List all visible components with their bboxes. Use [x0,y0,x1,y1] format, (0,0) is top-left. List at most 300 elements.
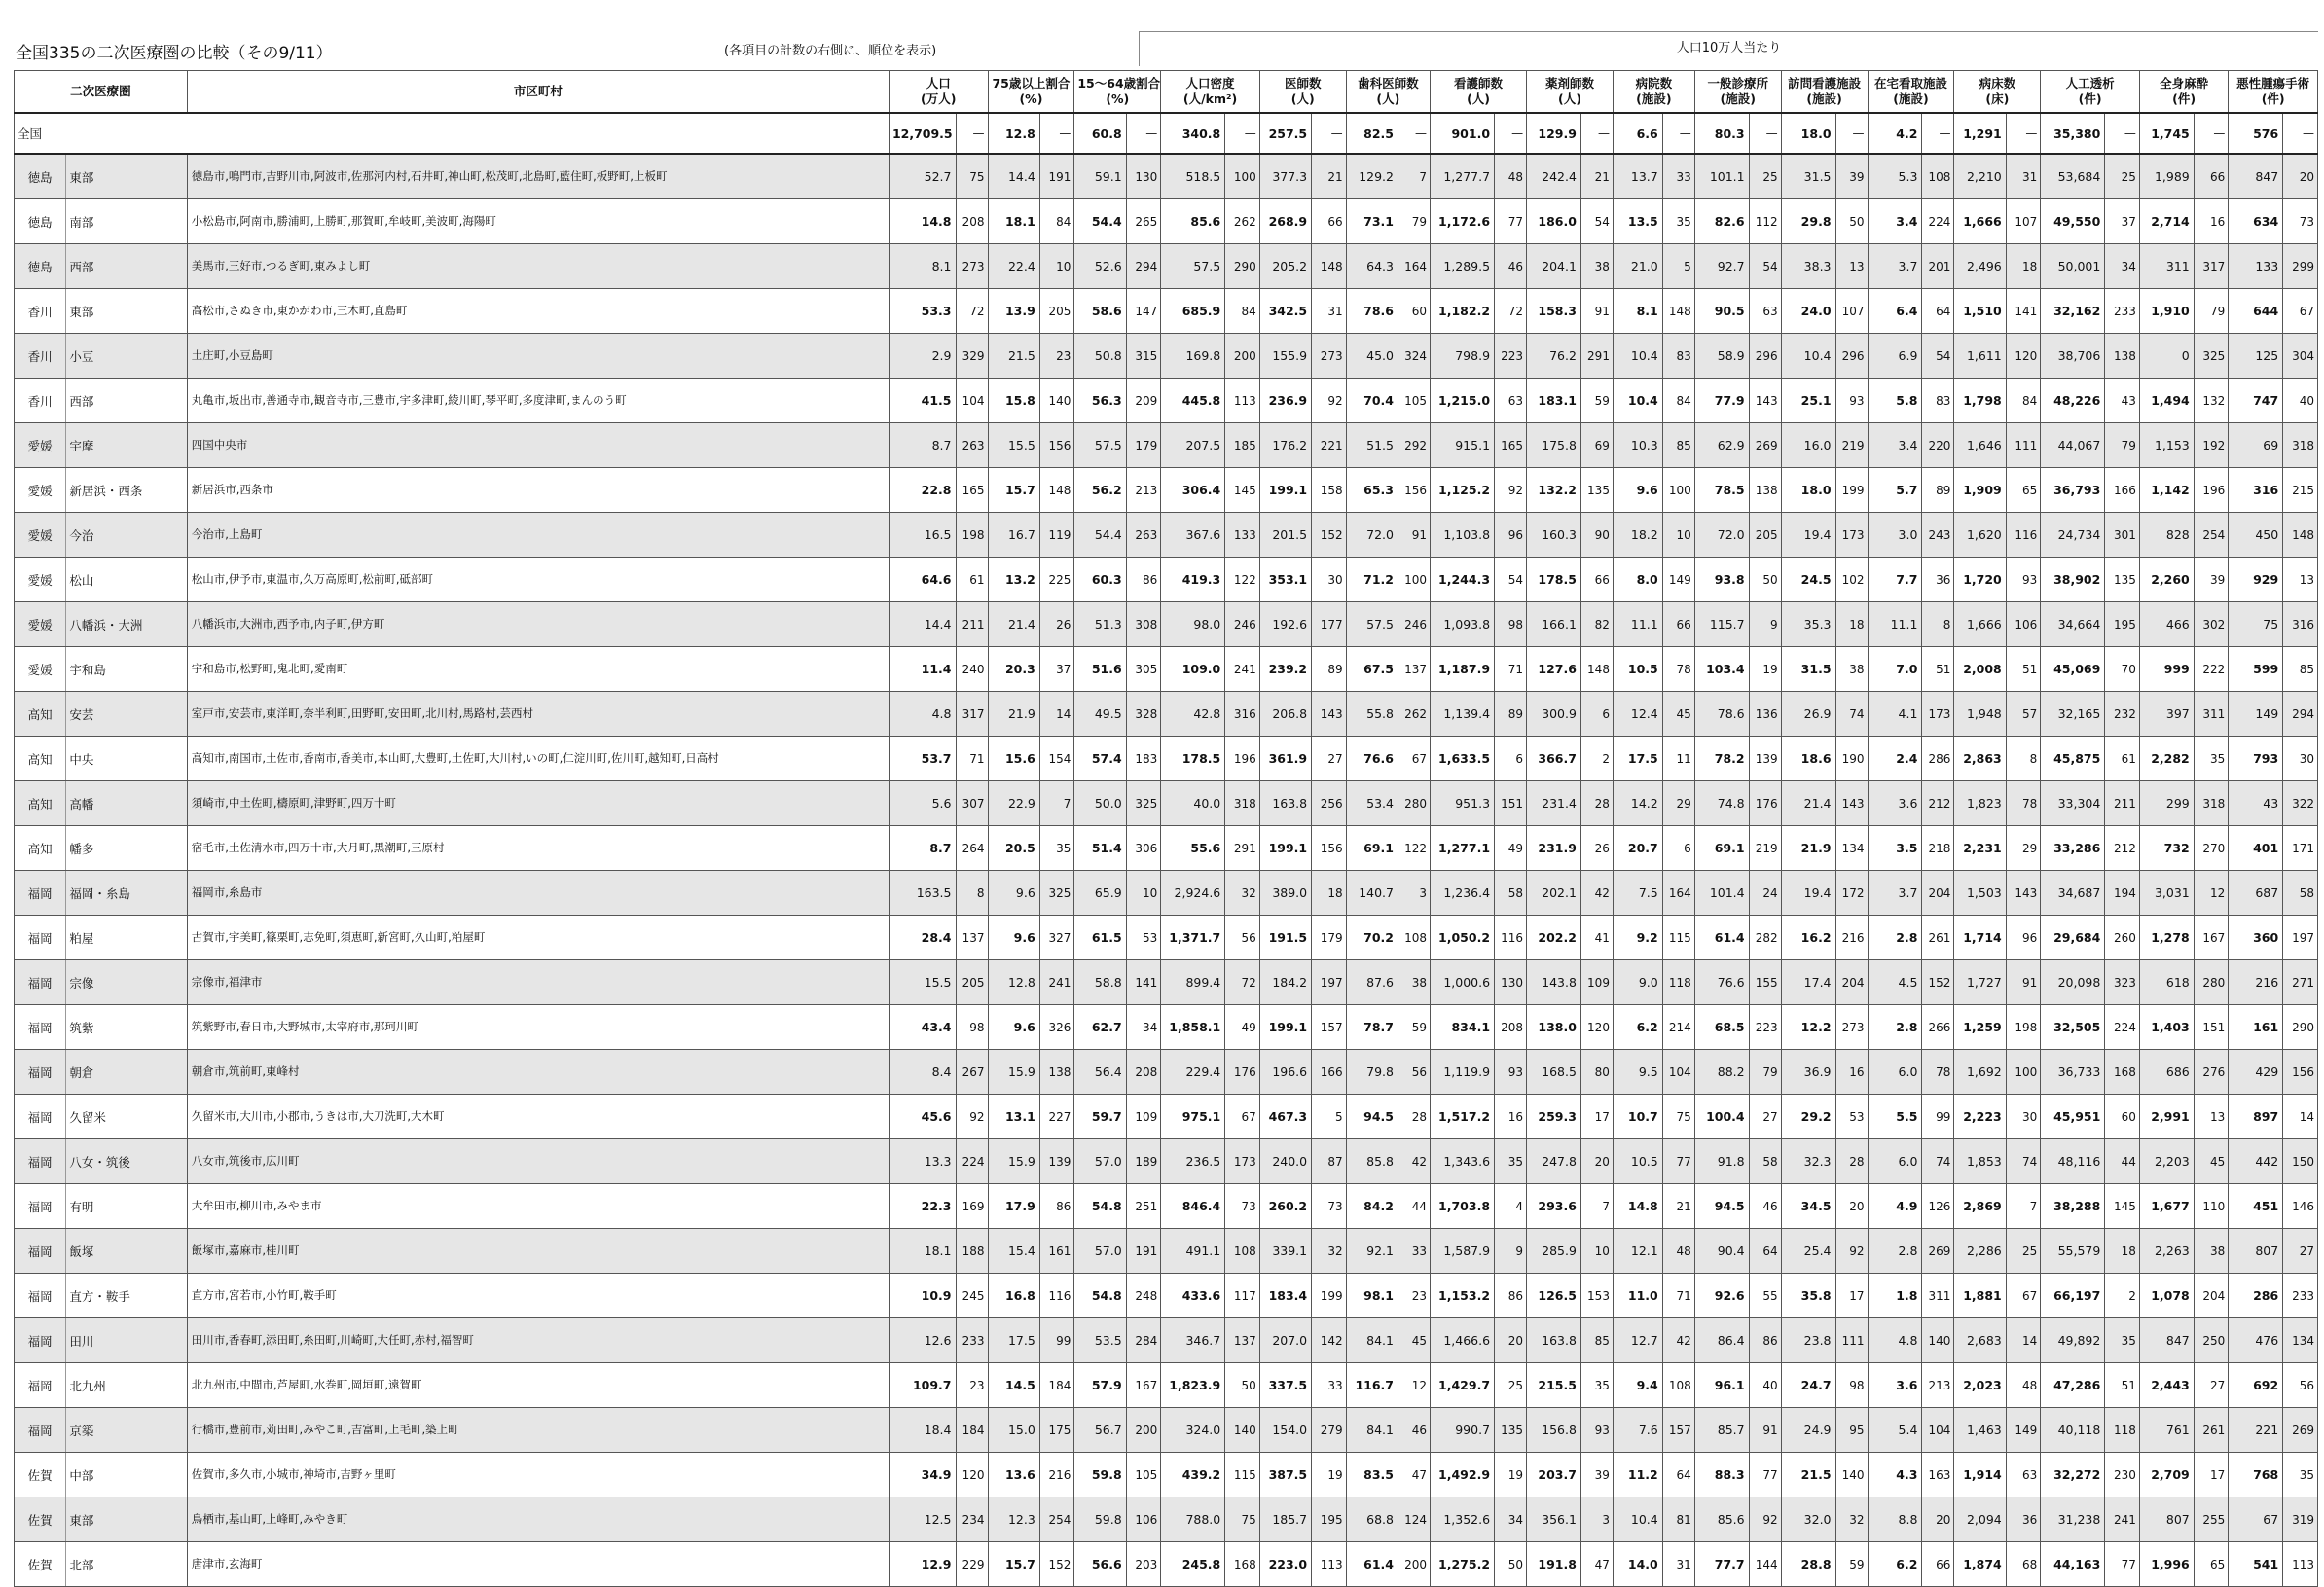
rank-cell: 137 [1225,1318,1260,1363]
rank-cell: 51 [2105,1363,2140,1408]
rank-cell: 157 [1662,1408,1694,1453]
table-row [15,1363,2318,1408]
value-cell: 11.0 [1613,1274,1662,1318]
rank-cell: 42 [1398,1139,1430,1184]
value-cell: 163.5 [889,871,956,916]
prefecture-cell: 徳島 [15,154,66,199]
rank-cell: 31 [2006,154,2041,199]
rank-cell: 280 [2194,960,2229,1005]
rank-cell: 74 [1922,1139,1954,1184]
prefecture-cell: 福岡 [15,916,66,960]
value-cell: 5.4 [1868,1408,1922,1453]
rank-cell: 172 [1835,871,1868,916]
value-cell: 59.1 [1074,154,1126,199]
rank-cell: 32 [1225,871,1260,916]
value-cell: 732 [2139,826,2194,871]
rank-cell: 191 [1126,1229,1161,1274]
value-cell: 36.9 [1781,1050,1835,1095]
value-cell: 42.8 [1161,692,1225,737]
value-cell: 78.5 [1694,468,1749,513]
rank-cell: 118 [2105,1408,2140,1453]
rank-cell: 319 [2283,1497,2318,1542]
prefecture-cell: 福岡 [15,1139,66,1184]
metric-name: 人口 [926,76,951,90]
rank-cell: 7 [2006,1184,2041,1229]
value-cell: 57.5 [1074,423,1126,468]
rank-cell: 286 [1922,737,1954,781]
rank-cell: 110 [2194,1184,2229,1229]
metric-name: 人口密度 [1185,76,1235,90]
municipalities-cell: 佐賀市,多久市,小城市,神埼市,吉野ヶ里町 [187,1453,889,1497]
value-cell: 4.9 [1868,1184,1922,1229]
value-cell: 929 [2229,558,2283,602]
area-cell: 西部 [66,379,187,423]
municipalities-cell: 宗像市,福津市 [187,960,889,1005]
rank-cell: 87 [1312,1139,1347,1184]
table-row [15,737,2318,781]
value-cell: 387.5 [1259,1453,1311,1497]
value-cell: 1,139.4 [1431,692,1495,737]
rank-cell: 36 [1922,558,1954,602]
rank-cell: 280 [1398,781,1430,826]
value-cell: 129.2 [1346,154,1398,199]
rank-cell: 85 [1662,423,1694,468]
rank-cell: 73 [1225,1184,1260,1229]
value-cell: 1,881 [1954,1274,2006,1318]
municipalities-cell: 室戸市,安芸市,東洋町,奈半利町,田野町,安田町,北川村,馬路村,芸西村 [187,692,889,737]
value-cell: 163.8 [1527,1318,1581,1363]
prefecture-cell: 福岡 [15,1184,66,1229]
rank-cell: 130 [1495,960,1527,1005]
value-cell: 49.5 [1074,692,1126,737]
rank-cell: 92 [1749,1497,1781,1542]
rank-cell: 8 [1922,602,1954,647]
rank-cell: 173 [1225,1139,1260,1184]
value-cell: 476 [2229,1318,2283,1363]
value-cell: 75 [2229,602,2283,647]
rank-cell: 168 [2105,1050,2140,1095]
rank-cell: 67 [2006,1274,2041,1318]
value-cell: 1,494 [2139,379,2194,423]
metric-name: 看護師数 [1454,76,1504,90]
value-cell: 156.8 [1527,1408,1581,1453]
value-cell: 57.5 [1346,602,1398,647]
value-cell: 58.9 [1694,334,1749,379]
value-cell: 3.7 [1868,871,1922,916]
value-cell: 747 [2229,379,2283,423]
area-cell: 今治 [66,513,187,558]
rank-cell: 122 [1398,826,1430,871]
rank-cell: 19 [1749,647,1781,692]
rank-cell: 124 [1398,1497,1430,1542]
value-cell: 1,727 [1954,960,2006,1005]
rank-cell: 27 [2194,1363,2229,1408]
prefecture-cell: 香川 [15,289,66,334]
value-cell: 1,714 [1954,916,2006,960]
value-cell: 915.1 [1431,423,1495,468]
rank-cell: 38 [2194,1229,2229,1274]
value-cell: 2,496 [1954,244,2006,289]
rank-cell: 72 [1225,960,1260,1005]
rank-cell: 70 [2105,647,2140,692]
rank-cell: 93 [1580,1408,1613,1453]
rank-cell: 224 [2105,1005,2140,1050]
value-cell: 1,275.2 [1431,1542,1495,1587]
rank-cell: 118 [1662,960,1694,1005]
area-cell: 南部 [66,199,187,244]
value-cell: 100.4 [1694,1095,1749,1139]
rank-cell: 138 [2105,334,2140,379]
rank-cell: 80 [1580,1050,1613,1095]
value-cell: 6.9 [1868,334,1922,379]
rank-cell: 30 [1312,558,1347,602]
rank-cell: 59 [1580,379,1613,423]
rank-cell: 147 [1126,289,1161,334]
value-cell: 306.4 [1161,468,1225,513]
rank-cell: 240 [956,647,988,692]
value-cell: 90.5 [1694,289,1749,334]
value-cell: 1.8 [1868,1274,1922,1318]
table-row [15,289,2318,334]
value-cell: 687 [2229,871,2283,916]
value-cell: 685.9 [1161,289,1225,334]
rank-cell: 294 [1126,244,1161,289]
value-cell: 339.1 [1259,1229,1311,1274]
value-cell: 76.6 [1346,737,1398,781]
rank-cell: — [1922,113,1954,154]
value-cell: 2,260 [2139,558,2194,602]
prefecture-cell: 徳島 [15,199,66,244]
value-cell: 64.3 [1346,244,1398,289]
rank-cell: 212 [2105,826,2140,871]
rank-cell: 299 [2283,244,2318,289]
value-cell: 67.5 [1346,647,1398,692]
col-header-metric [1431,71,1527,114]
value-cell: 7.6 [1613,1408,1662,1453]
value-cell: 83.5 [1346,1453,1398,1497]
area-cell: 小豆 [66,334,187,379]
value-cell: 999 [2139,647,2194,692]
value-cell: 12.9 [889,1542,956,1587]
rank-cell: 33 [1398,1229,1430,1274]
rank-cell: 158 [1312,468,1347,513]
value-cell: 15.9 [988,1139,1039,1184]
table-row [15,199,2318,244]
municipalities-cell: 宿毛市,土佐清水市,四万十市,大月町,黒潮町,三原村 [187,826,889,871]
value-cell: 13.6 [988,1453,1039,1497]
value-cell: 445.8 [1161,379,1225,423]
value-cell: 9.6 [988,1005,1039,1050]
value-cell: 1,853 [1954,1139,2006,1184]
value-cell: 38,706 [2041,334,2105,379]
rank-cell: 45 [2194,1139,2229,1184]
rank-cell: 219 [1835,423,1868,468]
municipalities-cell: 松山市,伊予市,東温市,久万高原町,松前町,砥部町 [187,558,889,602]
rank-cell: 254 [2194,513,2229,558]
value-cell: 4.5 [1868,960,1922,1005]
metric-unit: (施設) [1636,91,1672,106]
rank-cell: 262 [1398,692,1430,737]
value-cell: 70.4 [1346,379,1398,423]
value-cell: 62.9 [1694,423,1749,468]
rank-cell: 49 [1495,826,1527,871]
rank-cell: 316 [1225,692,1260,737]
rank-cell: 154 [1039,737,1074,781]
value-cell: 56.6 [1074,1542,1126,1587]
rank-cell: 81 [1662,1497,1694,1542]
value-cell: 36,793 [2041,468,2105,513]
rank-cell: — [1835,113,1868,154]
rank-cell: 171 [2283,826,2318,871]
rank-cell: 150 [2283,1139,2318,1184]
rank-cell: 219 [1749,826,1781,871]
rank-cell: 323 [2105,960,2140,1005]
value-cell: 55.8 [1346,692,1398,737]
value-cell: 36,733 [2041,1050,2105,1095]
value-cell: 4.8 [889,692,956,737]
table-row [15,1139,2318,1184]
metric-name: 一般診療所 [1707,76,1768,90]
value-cell: 116.7 [1346,1363,1398,1408]
rank-cell: 54 [1749,244,1781,289]
rank-cell: 265 [1126,199,1161,244]
value-cell: 10.9 [889,1274,956,1318]
table-row [15,1497,2318,1542]
value-cell: 51.4 [1074,826,1126,871]
prefecture-cell: 佐賀 [15,1453,66,1497]
value-cell: 2,203 [2139,1139,2194,1184]
value-cell: 1,823 [1954,781,2006,826]
area-cell: 宇和島 [66,647,187,692]
value-cell: 33,286 [2041,826,2105,871]
table-row [15,1408,2318,1453]
value-cell: 17.4 [1781,960,1835,1005]
rank-cell: 96 [2006,916,2041,960]
value-cell: 47,286 [2041,1363,2105,1408]
rank-cell: 322 [2283,781,2318,826]
rank-cell: — [2105,113,2140,154]
rank-cell: 116 [1495,916,1527,960]
value-cell: 14.4 [889,602,956,647]
rank-cell: — [2194,113,2229,154]
rank-cell: 199 [1835,468,1868,513]
rank-cell: 83 [1922,379,1954,423]
rank-cell: 17 [1580,1095,1613,1139]
value-cell: 57.9 [1074,1363,1126,1408]
rank-cell: 122 [1225,558,1260,602]
rank-cell: 144 [1749,1542,1781,1587]
metric-name: 75歳以上割合 [992,76,1071,90]
rank-cell: 19 [1495,1453,1527,1497]
metric-unit: (人) [1467,91,1490,106]
value-cell: 158.3 [1527,289,1581,334]
value-cell: 1,278 [2139,916,2194,960]
value-cell: 21.9 [988,692,1039,737]
area-cell: 田川 [66,1318,187,1363]
rank-cell: 250 [2194,1318,2229,1363]
rank-cell: 5 [1662,244,1694,289]
prefecture-cell: 高知 [15,692,66,737]
national-row [15,113,2318,154]
rank-cell: 179 [1312,916,1347,960]
rank-cell: 208 [1126,1050,1161,1095]
value-cell: 3.7 [1868,244,1922,289]
rank-cell: 168 [1225,1542,1260,1587]
rank-cell: 60 [2105,1095,2140,1139]
rank-cell: 195 [2105,602,2140,647]
value-cell: 518.5 [1161,154,1225,199]
value-cell: 247.8 [1527,1139,1581,1184]
rank-cell: 155 [1749,960,1781,1005]
metric-unit: (人/km²) [1182,91,1238,106]
value-cell: 65.3 [1346,468,1398,513]
prefecture-cell: 福岡 [15,1095,66,1139]
value-cell: 24.7 [1781,1363,1835,1408]
value-cell: 143.8 [1527,960,1581,1005]
value-cell: 1,403 [2139,1005,2194,1050]
value-cell: 73.1 [1346,199,1398,244]
value-cell: 807 [2229,1229,2283,1274]
value-cell: 324.0 [1161,1408,1225,1453]
value-cell: 2.8 [1868,1229,1922,1274]
rank-cell: 104 [1662,1050,1694,1095]
rank-cell: 204 [1922,871,1954,916]
value-cell: 807 [2139,1497,2194,1542]
rank-cell: 246 [1398,602,1430,647]
rank-cell: 113 [2283,1542,2318,1587]
value-cell: 14.8 [1613,1184,1662,1229]
rank-cell: 315 [1126,334,1161,379]
area-cell: 久留米 [66,1095,187,1139]
rank-cell: 73 [1312,1184,1347,1229]
rank-cell: 66 [1580,558,1613,602]
area-cell: 中央 [66,737,187,781]
col-header-metric [1613,71,1694,114]
rank-cell: 116 [1039,1274,1074,1318]
rank-cell: 318 [2194,781,2229,826]
value-cell: 975.1 [1161,1095,1225,1139]
rank-cell: 47 [1398,1453,1430,1497]
rank-cell: 157 [1312,1005,1347,1050]
area-cell: 北部 [66,1542,187,1587]
value-cell: 4.1 [1868,692,1922,737]
rank-cell: 140 [1835,1453,1868,1497]
rank-cell: 91 [1580,289,1613,334]
value-cell: 15.6 [988,737,1039,781]
rank-cell: 106 [1126,1497,1161,1542]
prefecture-cell: 香川 [15,379,66,423]
table-row [15,826,2318,871]
rank-cell: 167 [2194,916,2229,960]
value-cell: 1,914 [1954,1453,2006,1497]
rank-cell: 318 [2283,423,2318,468]
value-cell: 15.4 [988,1229,1039,1274]
rank-cell: 292 [1398,423,1430,468]
rank-cell: 185 [1225,423,1260,468]
rank-cell: 251 [1126,1184,1161,1229]
rank-cell: 20 [1835,1184,1868,1229]
rank-cell: 198 [956,513,988,558]
rank-cell: 273 [1312,334,1347,379]
value-cell: 12.6 [889,1318,956,1363]
col-header-metric [1694,71,1781,114]
value-cell: 6.0 [1868,1050,1922,1095]
value-cell: 6.2 [1868,1542,1922,1587]
value-cell: 191.8 [1527,1542,1581,1587]
rank-cell: 112 [1749,199,1781,244]
rank-cell: 63 [2006,1453,2041,1497]
table-row [15,781,2318,826]
value-cell: 55,579 [2041,1229,2105,1274]
rank-cell: 138 [1749,468,1781,513]
value-cell: 67 [2229,1497,2283,1542]
value-cell: 31.5 [1781,154,1835,199]
col-header-metric [1074,71,1161,114]
value-cell: 356.1 [1527,1497,1581,1542]
value-cell: 56.2 [1074,468,1126,513]
rank-cell: 71 [1495,647,1527,692]
value-cell: 24.5 [1781,558,1835,602]
value-cell: 78.6 [1694,692,1749,737]
value-cell: 618 [2139,960,2194,1005]
value-cell: 8.1 [1613,289,1662,334]
rank-cell: 8 [956,871,988,916]
value-cell: 32,165 [2041,692,2105,737]
value-cell: 439.2 [1161,1453,1225,1497]
value-cell: 20.5 [988,826,1039,871]
value-cell: 82.5 [1346,113,1398,154]
value-cell: 20.7 [1613,826,1662,871]
rank-cell: 27 [1312,737,1347,781]
rank-cell: 183 [1126,737,1161,781]
rank-cell: 145 [2105,1184,2140,1229]
rank-cell: 89 [1495,692,1527,737]
value-cell: 260.2 [1259,1184,1311,1229]
prefecture-cell: 愛媛 [15,647,66,692]
rank-cell: 91 [1398,513,1430,558]
municipalities-cell: 宇和島市,松野町,鬼北町,愛南町 [187,647,889,692]
municipalities-cell: 高知市,南国市,土佐市,香南市,香美市,本山町,大豊町,土佐町,大川村,いの町,仁淀川町,佐川町,越知町,日高村 [187,737,889,781]
value-cell: 1,236.4 [1431,871,1495,916]
value-cell: 184.2 [1259,960,1311,1005]
rank-cell: 120 [2006,334,2041,379]
value-cell: 183.1 [1527,379,1581,423]
table-row [15,1274,2318,1318]
value-cell: 793 [2229,737,2283,781]
rank-cell: 45 [1398,1318,1430,1363]
value-cell: 38.3 [1781,244,1835,289]
value-cell: 35,380 [2041,113,2105,154]
rank-cell: 96 [1495,513,1527,558]
table-row [15,692,2318,737]
prefecture-cell: 佐賀 [15,1497,66,1542]
rank-cell: 196 [2194,468,2229,513]
value-cell: 1,633.5 [1431,737,1495,781]
value-cell: 43.4 [889,1005,956,1050]
rank-cell: 308 [1126,602,1161,647]
value-cell: 24.0 [1781,289,1835,334]
value-cell: 9.0 [1613,960,1662,1005]
value-cell: 66,197 [2041,1274,2105,1318]
rank-cell: 73 [2283,199,2318,244]
rank-cell: 199 [1312,1274,1347,1318]
metric-unit: (件) [2078,91,2102,106]
rank-cell: 328 [1126,692,1161,737]
rank-cell: 156 [1312,826,1347,871]
value-cell: 6.2 [1613,1005,1662,1050]
rank-cell: 130 [1126,154,1161,199]
value-cell: 1,291 [1954,113,2006,154]
